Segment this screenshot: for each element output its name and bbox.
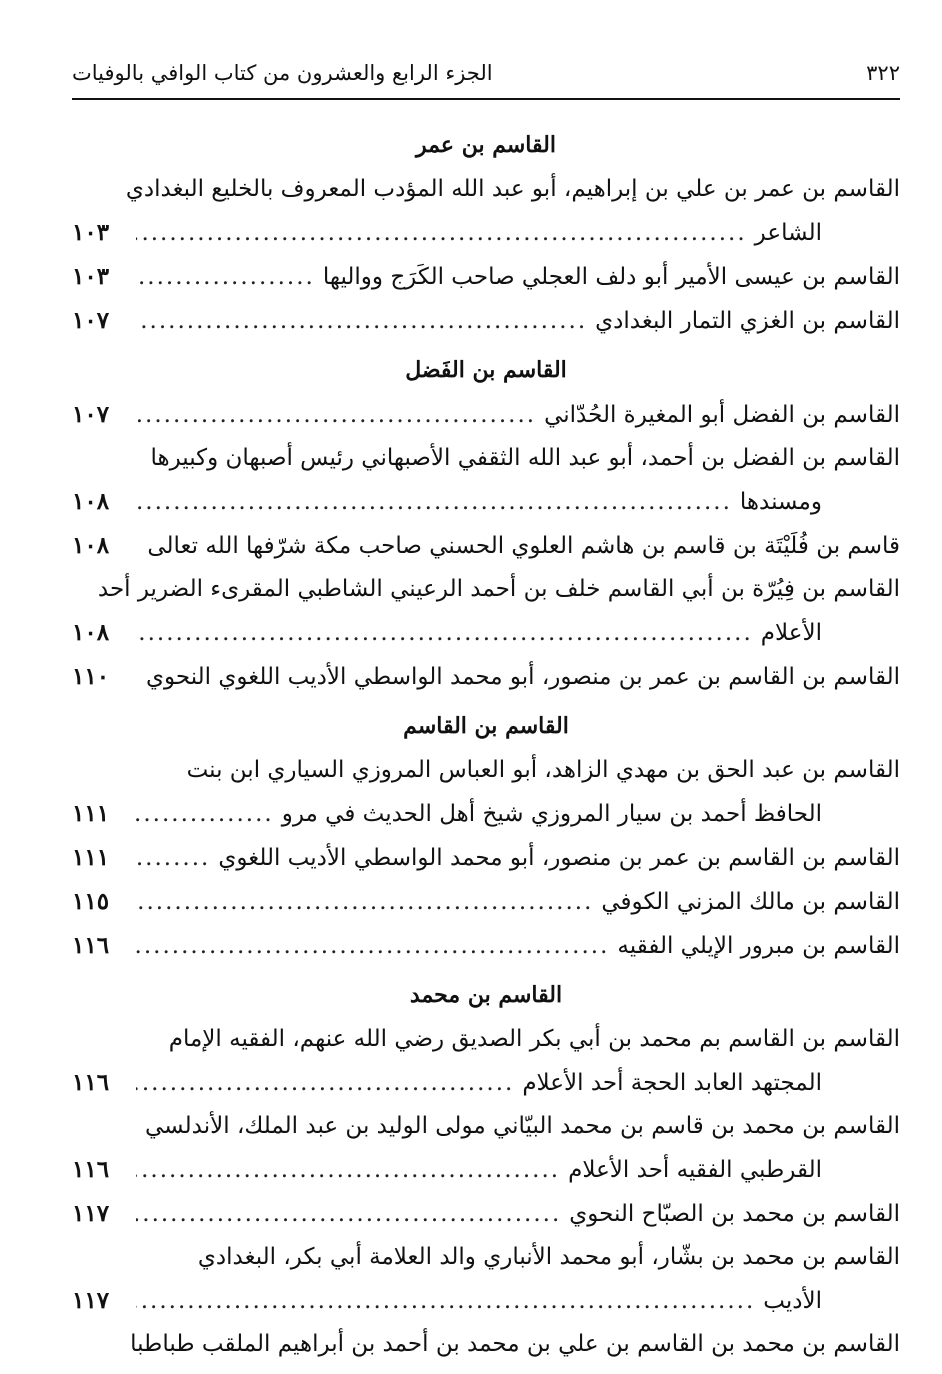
page-reference: ١٠٣ xyxy=(72,219,110,246)
dot-leader xyxy=(136,394,536,437)
dot-leader xyxy=(136,256,315,299)
dot-leader xyxy=(136,881,593,924)
entry-text: القاسم بن عيسى الأمير أبو دلف العجلي صاحب الكَرَج وواليها xyxy=(322,264,900,290)
entry-text: قاسم بن فُلَيْتَة بن قاسم بن هاشم العلوي الحسني صاحب مكة شرّفها الله تعالى xyxy=(147,533,900,559)
dot-leader xyxy=(136,481,732,524)
page-reference: ١١٦ xyxy=(72,1069,110,1096)
page-reference: ١٠٧ xyxy=(72,307,110,334)
index-entry xyxy=(72,1018,900,1105)
section-heading: القاسم بن محمد xyxy=(409,982,563,1008)
index-entry xyxy=(72,393,900,437)
entry-text: القاسم بن محمد بن قاسم بن محمد البيّاني مولى الوليد بن عبد الملك، الأندلسي xyxy=(144,1113,900,1139)
index-entry xyxy=(72,880,900,924)
dot-leader xyxy=(136,837,210,880)
dot-leader xyxy=(136,525,139,568)
index-entry xyxy=(72,1323,900,1366)
dot-leader xyxy=(136,656,138,699)
page-reference: ١١١ xyxy=(72,800,110,827)
section-heading: القاسم بن عمر xyxy=(416,132,556,158)
page-number: ٣٢٢ xyxy=(866,61,900,85)
entry-text: القاسم بن الغزي التمار البغدادي xyxy=(595,308,900,334)
index-entry xyxy=(72,524,900,568)
entry-text: القاسم بن فِيُرّة بن أبي القاسم خلف بن أحمد الرعيني الشاطبي المقرىء الضرير أحد xyxy=(97,576,900,602)
dot-leader xyxy=(136,793,274,836)
entry-text-continued: الأديب xyxy=(763,1288,822,1314)
section-heading: القاسم بن الفَضل xyxy=(405,357,567,383)
index-entry xyxy=(72,749,900,836)
entry-text: القاسم بن عبد الحق بن مهدي الزاهد، أبو العباس المروزي السياري ابن بنت xyxy=(186,757,900,783)
entry-text: القاسم بن محمد بن القاسم بن علي بن محمد بن أحمد بن أبراهيم الملقب طباطبا xyxy=(130,1331,900,1357)
entry-text: القاسم بن مبرور الإيلي الفقيه xyxy=(617,933,900,959)
dot-leader xyxy=(136,925,609,968)
page-reference: ١٠٧ xyxy=(72,401,110,428)
entry-text: القاسم بن مالك المزني الكوفي xyxy=(601,889,900,915)
entry-text: القاسم بن القاسم بن عمر بن منصور، أبو محمد الواسطي الأديب اللغوي xyxy=(218,845,900,871)
page-reference: ١١٧ xyxy=(72,1200,110,1227)
entry-text: القاسم بن محمد بن بشّار، أبو محمد الأنباري والد العلامة أبي بكر، البغدادي xyxy=(197,1244,900,1270)
dot-leader xyxy=(136,1280,755,1323)
index-content xyxy=(72,118,900,1366)
page-reference: ١٠٣ xyxy=(72,263,110,290)
entry-text: القاسم بن الفضل أبو المغيرة الحُدّاني xyxy=(544,402,900,428)
page-reference: ١١٦ xyxy=(72,932,110,959)
page-reference: ١١٥ xyxy=(72,888,110,915)
index-entry xyxy=(72,1105,900,1192)
dot-leader xyxy=(136,1193,561,1236)
index-entry xyxy=(72,299,900,343)
index-entry xyxy=(72,437,900,524)
index-entry xyxy=(72,1192,900,1236)
entry-text-continued: المجتهد العابد الحجة أحد الأعلام xyxy=(522,1070,822,1096)
index-entry xyxy=(72,1236,900,1323)
entry-text-continued: الأعلام xyxy=(760,620,822,646)
page-reference: ١١٧ xyxy=(72,1287,110,1314)
index-entry xyxy=(72,255,900,299)
page-reference: ١١٠ xyxy=(72,663,110,690)
index-entry xyxy=(72,655,900,699)
dot-leader xyxy=(136,1149,560,1192)
entry-text: القاسم بن الفضل بن أحمد، أبو عبد الله الثقفي الأصبهاني رئيس أصبهان وكبيرها xyxy=(150,445,900,471)
running-head xyxy=(72,56,900,90)
dot-leader xyxy=(136,300,587,343)
dot-leader xyxy=(136,1062,514,1105)
page-reference: ١١٦ xyxy=(72,1156,110,1183)
entry-text: القاسم بن القاسم بم محمد بن أبي بكر الصديق رضي الله عنهم، الفقيه الإمام xyxy=(168,1026,900,1052)
entry-text: القاسم بن عمر بن علي بن إبراهيم، أبو عبد الله المؤدب المعروف بالخليع البغدادي xyxy=(125,176,900,202)
entry-text: القاسم بن محمد بن الصبّاح النحوي xyxy=(569,1201,900,1227)
page-reference: ١٠٨ xyxy=(72,488,110,515)
entry-text-continued: الشاعر xyxy=(754,220,822,246)
index-entry xyxy=(72,836,900,880)
running-title: الجزء الرابع والعشرون من كتاب الوافي بالوفيات xyxy=(72,61,493,85)
header-rule xyxy=(72,98,900,100)
index-entry xyxy=(72,924,900,968)
dot-leader xyxy=(136,612,753,655)
page-reference: ١٠٨ xyxy=(72,532,110,559)
entry-text: القاسم بن القاسم بن عمر بن منصور، أبو محمد الواسطي الأديب اللغوي النحوي xyxy=(145,664,900,690)
entry-text-continued: القرطبي الفقيه أحد الأعلام xyxy=(568,1157,822,1183)
index-entry xyxy=(72,568,900,655)
index-entry xyxy=(72,168,900,255)
dot-leader xyxy=(136,212,747,255)
page-reference: ١١١ xyxy=(72,844,110,871)
section-heading: القاسم بن القاسم xyxy=(403,713,569,739)
entry-text-continued: ومسندها xyxy=(739,489,822,515)
entry-text-continued: الحافظ أحمد بن سيار المروزي شيخ أهل الحديث في مرو xyxy=(281,801,822,827)
page-reference: ١٠٨ xyxy=(72,619,110,646)
